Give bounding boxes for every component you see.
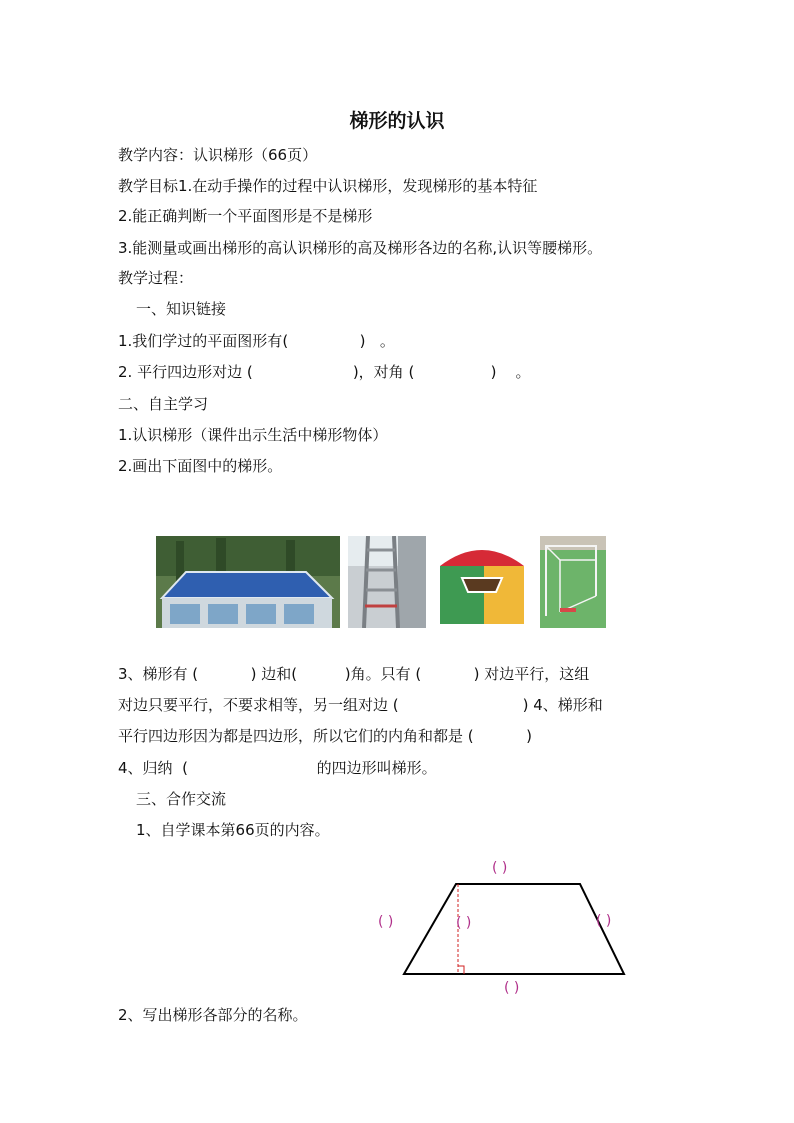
label-left-leg: ( ) — [378, 914, 394, 930]
label-top-base: ( ) — [492, 860, 508, 876]
question-2: 2. 平行四边形对边 ( )，对角 ( ) 。 — [118, 363, 531, 381]
ladder-photo — [348, 536, 426, 628]
toy-house-photo — [436, 536, 528, 628]
cooperation-item-1: 1、自学课本第66页的内容。 — [136, 821, 330, 839]
section-2-heading: 二、自主学习 — [118, 395, 209, 413]
trapezoid-shape — [404, 884, 624, 974]
teaching-goal-3: 3.能测量或画出梯形的高认识梯形的高及梯形各边的名称,认识等腰梯形。 — [118, 239, 603, 257]
paragraph-3-line-1: 3、梯形有 ( ) 边和( )角。只有 ( ) 对边平行，这组 — [118, 665, 590, 683]
trapezoid-diagram — [370, 852, 640, 1002]
section-3-heading: 三、合作交流 — [136, 790, 227, 808]
teaching-goal-2: 2.能正确判断一个平面图形是不是梯形 — [118, 207, 373, 225]
study-item-2: 2.画出下面图中的梯形。 — [118, 457, 283, 475]
section-1-heading: 一、知识链接 — [136, 300, 227, 318]
roof-photo — [156, 536, 340, 628]
page-title: 梯形的认识 — [349, 110, 445, 132]
summary-line: 4、归纳 ( 的四边形叫梯形。 — [118, 759, 437, 777]
label-height: ( ) — [456, 915, 472, 931]
cooperation-item-2: 2、写出梯形各部分的名称。 — [118, 1006, 308, 1024]
soccer-goal-photo — [540, 536, 606, 628]
paragraph-3-line-3: 平行四边形因为都是四边形，所以它们的内角和都是 ( ) — [118, 727, 532, 745]
teaching-goal-1: 教学目标1.在动手操作的过程中认识梯形，发现梯形的基本特征 — [118, 177, 538, 195]
study-item-1: 1.认识梯形（课件出示生活中梯形物体） — [118, 426, 388, 444]
label-right-leg: ( ) — [596, 913, 612, 929]
teaching-process-heading: 教学过程： — [118, 269, 194, 287]
label-bottom-base: ( ) — [504, 980, 520, 996]
teaching-content: 教学内容：认识梯形（66页） — [118, 146, 318, 164]
paragraph-3-line-2: 对边只要平行，不要求相等，另一组对边 ( ) 4、梯形和 — [118, 696, 603, 714]
question-1: 1.我们学过的平面图形有( ) 。 — [118, 332, 395, 350]
